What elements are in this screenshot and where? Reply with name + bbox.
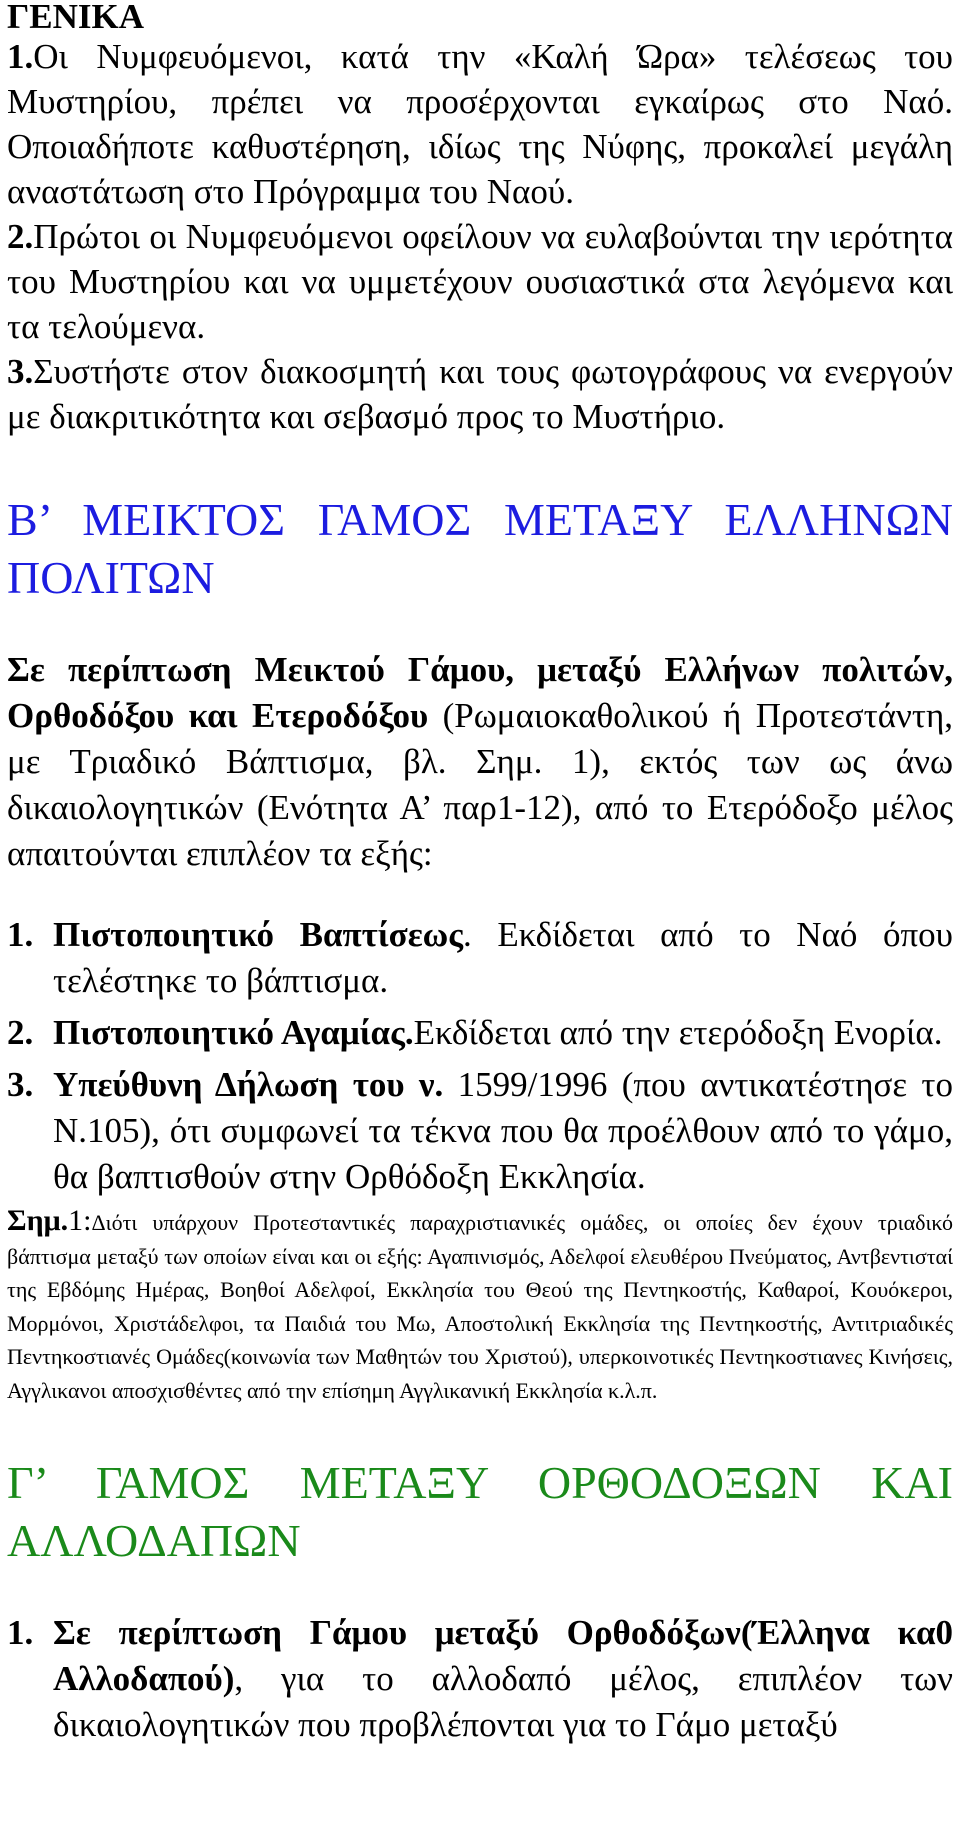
- foreign-item-1-number: 1.: [7, 1613, 34, 1652]
- general-item-1: [7, 34, 953, 214]
- foreign-item-1-bold: Σε περίπτωση Γάμου μεταξύ Ορθοδόξων(Έλληνα κα0 Αλλοδαπού): [53, 1613, 953, 1698]
- requirement-item-1-text: . Εκδίδεται από το Ναό όπου τελέστηκε το βάπτισμα.: [53, 915, 953, 1000]
- foreign-item-1: [7, 1610, 953, 1748]
- requirement-item-2-text: Εκδίδεται από την ετερόδοξη Ενορία.: [413, 1013, 943, 1052]
- general-item-1-number: 1.: [7, 37, 34, 76]
- requirement-item-2-bold: Πιστοποιητικό Αγαμίας.: [53, 1013, 414, 1052]
- section-title-general: ΓΕΝΙΚΑ: [7, 0, 145, 36]
- footnote-number: 1:: [68, 1204, 92, 1237]
- general-item-1-text: Οι Νυμφευόμενοι, κατά την «Καλή Ώρα» τελέσεως του Μυστηρίου, πρέπει να προσέρχονται εγκαίρως στο Ναό. Οποιαδήποτε καθυστέρηση, ιδίως της Νύφης, προκαλεί μεγάλη αναστάτωση στο Πρόγραμμα του Ναού.: [7, 37, 953, 211]
- footnote-label: Σημ.: [7, 1204, 69, 1237]
- requirement-item-2-number: 2.: [7, 1013, 34, 1052]
- general-item-3-text: Συστήστε στον διακοσμητή και τους φωτογράφους να ενεργούν με διακριτικότητα και σεβασμό προς το Μυστήριο.: [7, 352, 953, 436]
- footnote: [7, 1204, 953, 1407]
- requirement-item-1-number: 1.: [7, 915, 34, 954]
- foreign-marriage-requirements: [7, 1610, 953, 1748]
- requirement-item-3-bold: Υπεύθυνη Δήλωση του ν.: [53, 1065, 444, 1104]
- general-item-2: [7, 214, 953, 349]
- foreign-item-1-text: , για το αλλοδαπό μέλος, επιπλέον των δικαιολογητικών που προβλέπονται για το Γάμο μεταξύ: [53, 1659, 953, 1744]
- requirement-item-1-bold: Πιστοποιητικό Βαπτίσεως: [53, 915, 464, 954]
- mixed-marriage-intro-bold: Σε περίπτωση Μεικτού Γάμου, μεταξύ Ελλήνων πολιτών, Ορθοδόξου και Ετεροδόξου: [7, 650, 953, 735]
- requirement-item-2: [7, 1010, 953, 1056]
- general-item-2-number: 2.: [7, 217, 34, 256]
- requirement-item-1: [7, 912, 953, 1004]
- general-item-3: [7, 349, 953, 439]
- requirement-item-3-text: 1599/1996 (που αντικατέστησε το Ν.105), ότι συμφωνεί τα τέκνα που θα προέλθουν από το γάμο, θα βαπτισθούν στην Ορθόδοξη Εκκλησία.: [53, 1065, 953, 1196]
- requirement-item-3: [7, 1062, 953, 1200]
- section-title-foreign-marriage: Γ’ ΓΑΜΟΣ ΜΕΤΑΞΥ ΟΡΘΟΔΟΞΩΝ ΚΑΙ ΑΛΛΟΔΑΠΩΝ: [7, 1457, 953, 1566]
- general-item-2-text: Πρώτοι οι Νυμφευόμενοι οφείλουν να ευλαβούνται την ιερότητα του Μυστηρίου και να υμμετέχουν ουσιαστικά στα λεγόμενα και τα τελούμενα.: [7, 217, 953, 346]
- requirement-item-3-number: 3.: [7, 1065, 34, 1104]
- mixed-marriage-intro-text: (Ρωμαιοκαθολικού ή Προτεστάντη, με Τριαδικό Βάπτισμα, βλ. Σημ. 1), εκτός των ως άνω δικαιολογητικών (Ενότητα Α’ παρ1-12), από το Ετερόδοξο μέλος απαιτούνται επιπλέον τα εξής:: [7, 696, 953, 873]
- footnote-text: Διότι υπάρχουν Προτεσταντικές παραχριστιανικές ομάδες, οι οποίες δεν έχουν τριαδικό βάπτισμα μεταξύ των οποίων είναι και οι εξής: Αγαπινισμός, Αδελφοί ελευθέρου Πνεύματος, Αντβεντισταί της Εβδόμης Ημέρας, Βοηθοί Αδελφοί, Εκκλησία του Θεού της Πεντηκοστής, Καθαροί, Κουόκεροι, Μορμόνοι, Χριστάδελφοι, τα Παιδιά του Μω, Αποστολική Εκκλησία της Πεντηκοστής, Αντιτριαδικές Πεντηκοστιανές Ομάδες(κοινωνία των Μαθητών του Χριστού), υπερκοινοτικές Πεντηκοστιανες Κινήσεις, Αγγλικανοι αποσχισθέντες από την επίσημη Αγγλικανική Εκκλησία κ.λ.π.: [7, 1210, 953, 1403]
- mixed-marriage-intro: [7, 647, 953, 877]
- mixed-marriage-requirements: [7, 912, 953, 1200]
- general-item-3-number: 3.: [7, 352, 34, 391]
- section-title-mixed-marriage: Β’ ΜΕΙΚΤΟΣ ΓΑΜΟΣ ΜΕΤΑΞΥ ΕΛΛΗΝΩΝ ΠΟΛΙΤΩΝ: [7, 494, 953, 603]
